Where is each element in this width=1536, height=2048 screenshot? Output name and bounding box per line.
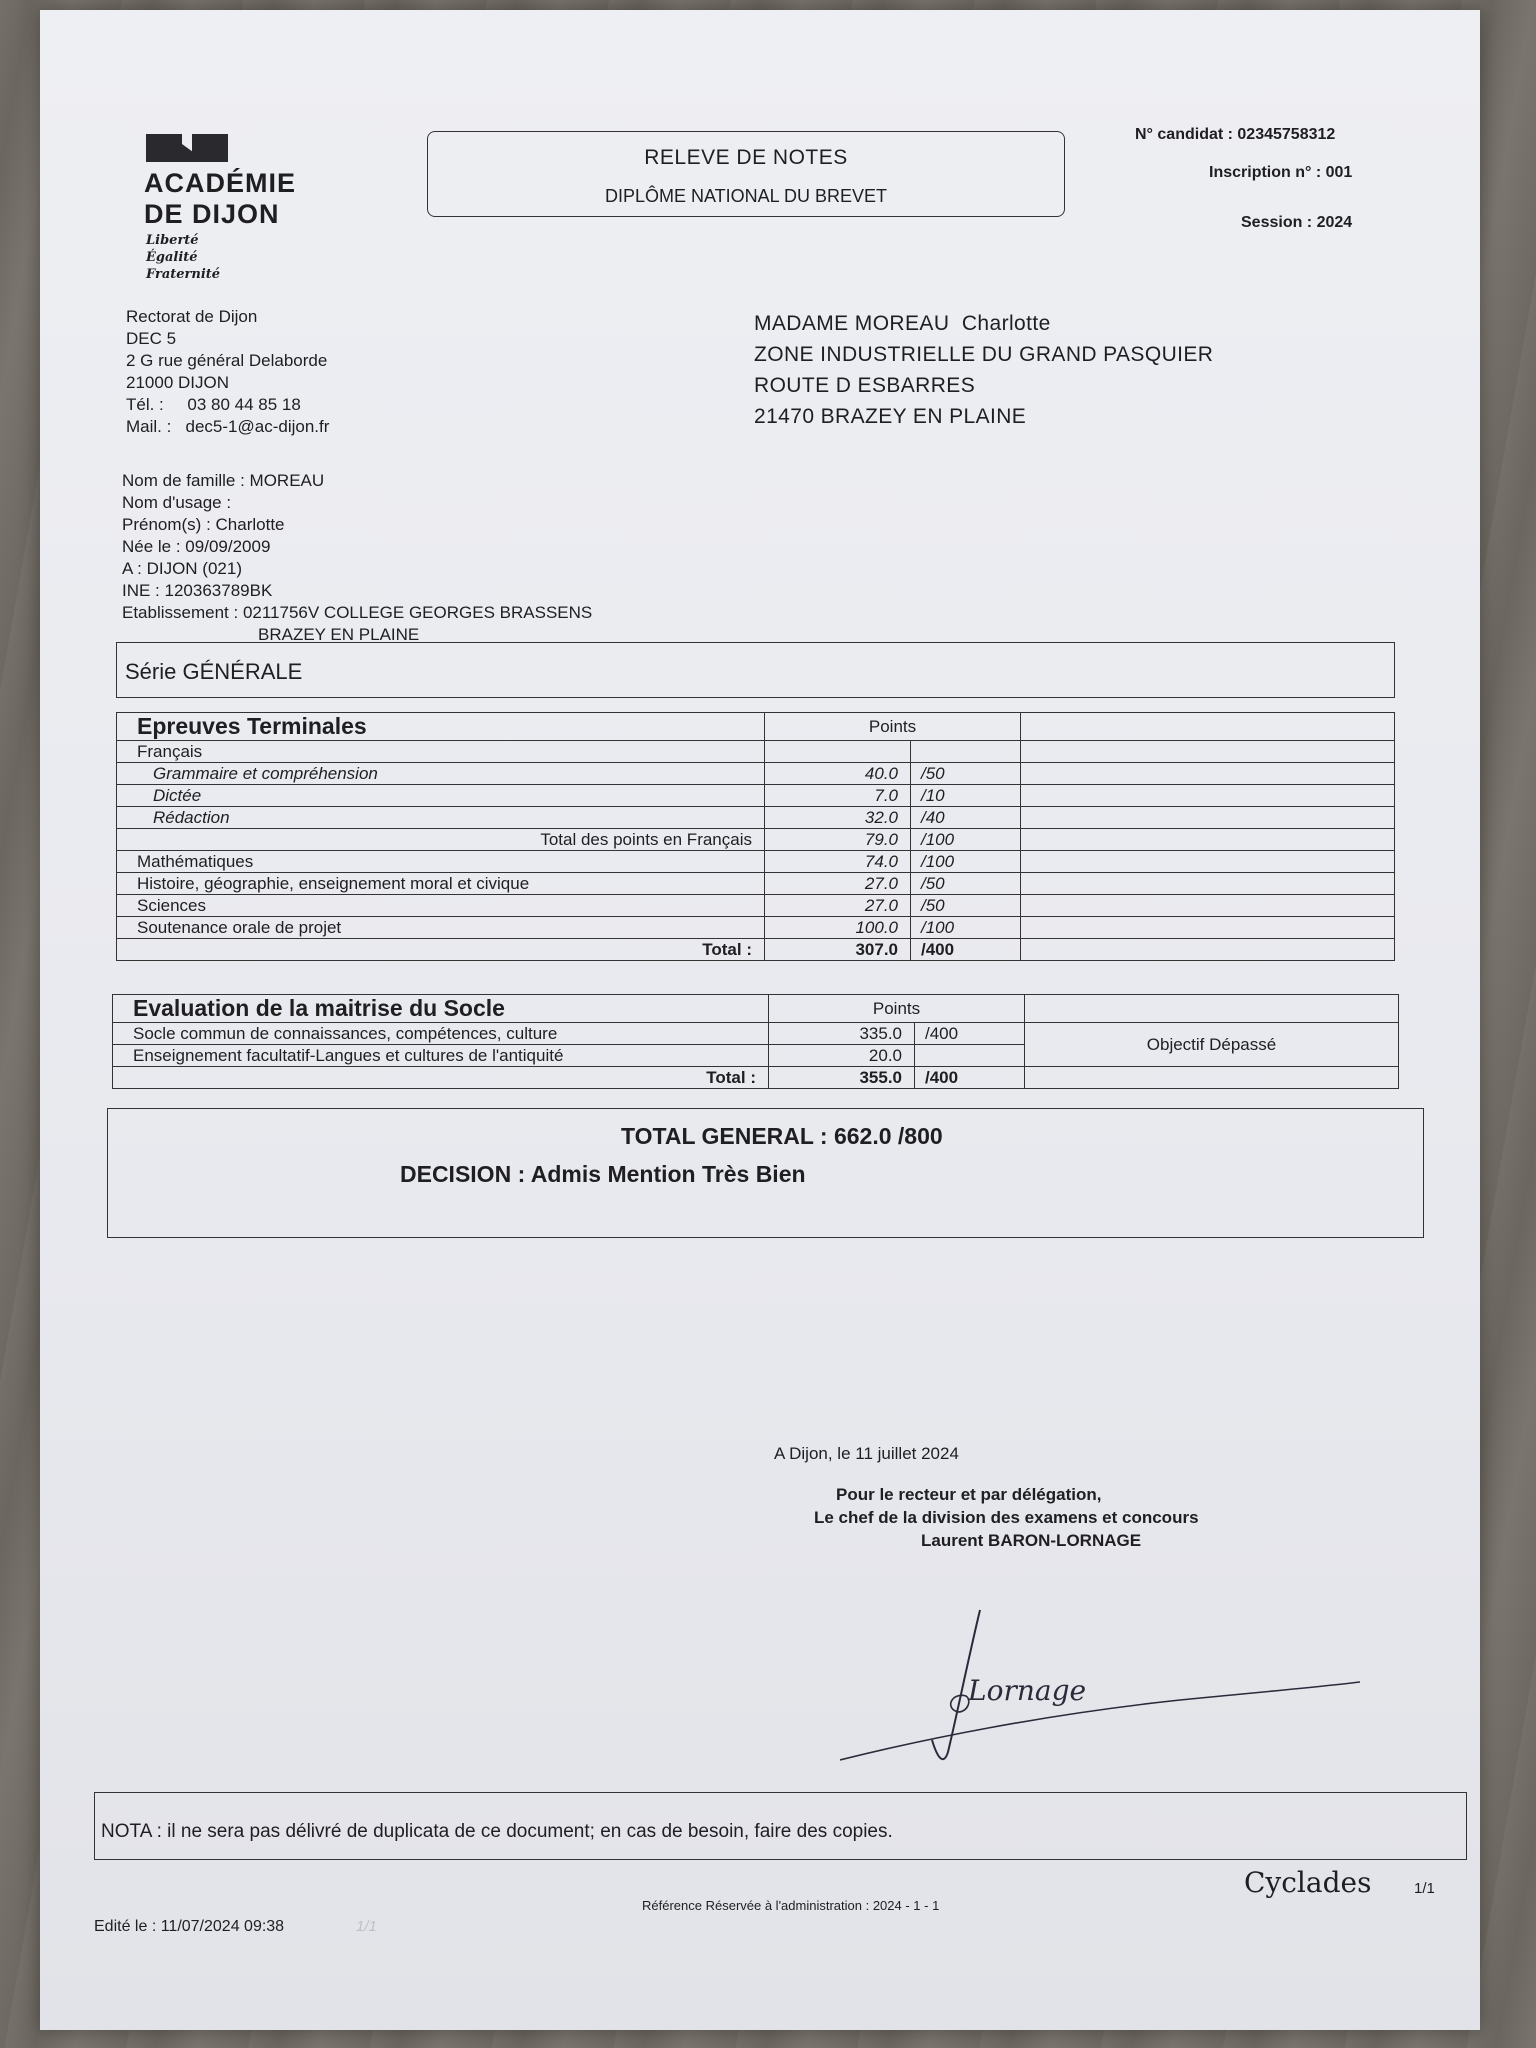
total-score: 307.0	[765, 939, 911, 961]
epreuves-header: Epreuves Terminales	[117, 713, 765, 741]
francais-label: Français	[117, 741, 765, 763]
sender-address: Rectorat de Dijon DEC 5 2 G rue général Delaborde 21000 DIJON Tél. : 03 80 44 85 18 Mail. : dec5-1@ac-dijon.fr	[126, 307, 330, 436]
total-max: /400	[911, 939, 1021, 961]
table-row: Sciences 27.0 /50	[117, 895, 1395, 917]
objectif-status: Objectif Dépassé	[1025, 1023, 1399, 1067]
socle-header-row	[113, 995, 1399, 1023]
academie-name: ACADÉMIE DE DIJON	[144, 168, 297, 229]
nota-text: NOTA : il ne sera pas délivré de duplicata de ce document; en cas de besoin, faire des copies.	[101, 1821, 893, 1842]
table-row: Socle commun de connaissances, compétences, culture 335.0 /400 Objectif Dépassé	[113, 1023, 1399, 1045]
serie-box	[116, 642, 1395, 698]
points-header: Points	[765, 713, 1021, 741]
table-row: Total des points en Français 79.0 /100	[117, 829, 1395, 851]
nota-box	[94, 1792, 1467, 1860]
inscription-number: Inscription n° : 001	[1209, 164, 1353, 181]
signatory-name: Laurent BARON-LORNAGE	[921, 1531, 1142, 1550]
socle-table	[112, 994, 1399, 1089]
admin-reference: Référence Réservée à l'administration : 2024 - 1 - 1	[642, 1898, 940, 1913]
page-number: 1/1	[1414, 1880, 1435, 1897]
socle-points-header: Points	[769, 995, 1025, 1023]
session-year: Session : 2024	[1241, 214, 1353, 231]
result-box	[107, 1108, 1424, 1238]
table-row: Rédaction 32.0 /40	[117, 807, 1395, 829]
epreuves-header-row	[117, 713, 1395, 741]
table-row: Grammaire et compréhension 40.0 /50	[117, 763, 1395, 785]
republic-motto: Liberté Égalité Fraternité	[146, 233, 221, 282]
socle-header: Evaluation de la maitrise du Socle	[113, 995, 769, 1023]
candidate-identity: Nom de famille : MOREAU Nom d'usage : Prénom(s) : Charlotte Née le : 09/09/2009 A : DIJON (021) INE : 120363789BK Etablissement : 0211756V COLLEGE GEORGES BRASSENS BRAZEY EN PLAINE	[122, 471, 593, 644]
faded-page-number: 1/1	[356, 1918, 377, 1935]
place-date: A Dijon, le 11 juillet 2024	[774, 1444, 959, 1463]
signature-line1: Pour le recteur et par délégation,	[836, 1485, 1102, 1504]
serie-label: Série GÉNÉRALE	[125, 659, 303, 684]
total-label: Total :	[117, 939, 765, 961]
document-subtitle: DIPLÔME NATIONAL DU BREVET	[604, 186, 888, 206]
table-row: Dictée 7.0 /10	[117, 785, 1395, 807]
epreuves-total-row	[117, 939, 1395, 961]
table-row: Histoire, géographie, enseignement moral et civique 27.0 /50	[117, 873, 1395, 895]
marianne-logo-icon	[146, 134, 228, 162]
edit-date: Edité le : 11/07/2024 09:38	[94, 1918, 285, 1935]
signature-text: Lornage	[968, 1674, 1087, 1707]
cyclades-brand: Cyclades	[1244, 1866, 1372, 1899]
table-row: Enseignement facultatif-Langues et cultures de l'antiquité 20.0	[113, 1045, 1399, 1067]
document-title-box	[427, 131, 1065, 217]
epreuves-table	[116, 712, 1395, 961]
recipient-address: MADAME MOREAU Charlotte ZONE INDUSTRIELLE DU GRAND PASQUIER ROUTE D ESBARRES 21470 BRAZEY EN PLAINE	[754, 312, 1214, 428]
table-row: Mathématiques 74.0 /100	[117, 851, 1395, 873]
document-page	[40, 10, 1480, 2030]
decision: DECISION : Admis Mention Très Bien	[400, 1161, 806, 1187]
socle-total-row: Total : 355.0 /400	[113, 1067, 1399, 1089]
candidat-number: N° candidat : 02345758312	[1135, 126, 1336, 143]
handwritten-signature	[840, 1600, 1360, 1780]
signature-line2: Le chef de la division des examens et concours	[814, 1508, 1199, 1527]
document-title: RELEVE DE NOTES	[644, 146, 848, 169]
table-row	[117, 741, 1395, 763]
table-row: Soutenance orale de projet 100.0 /100	[117, 917, 1395, 939]
total-general: TOTAL GENERAL : 662.0 /800	[621, 1123, 943, 1149]
